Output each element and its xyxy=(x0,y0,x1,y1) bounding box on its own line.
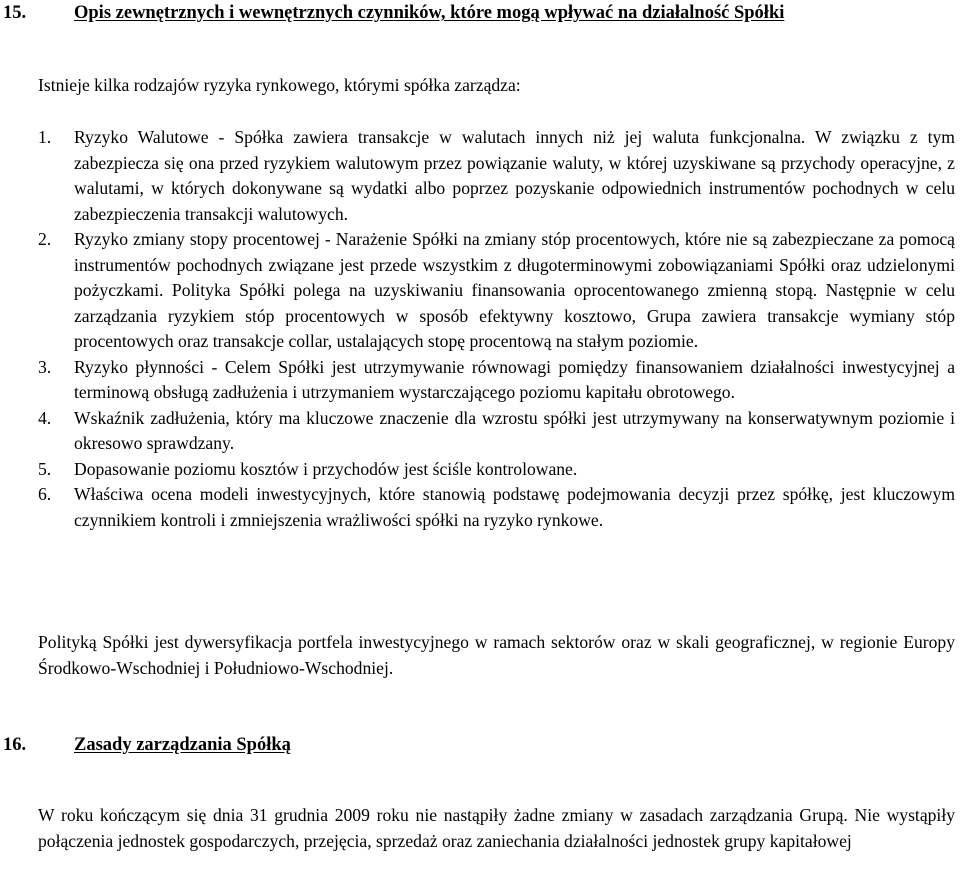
risk-item-marker: 5. xyxy=(38,458,52,479)
risk-item-marker: 2. xyxy=(38,229,52,249)
risk-item-interest-rate xyxy=(38,227,955,355)
market-risk-intro: Istnieje kilka rodzajów ryzyka rynkowego, którymi spółka zarządza: xyxy=(38,75,521,95)
risk-item-text: Dopasowanie poziomu kosztów i przychodów jest ściśle kontrolowane. xyxy=(74,458,578,479)
risk-item-debt-ratio xyxy=(38,406,955,457)
risk-item-text: Ryzyko zmiany stopy procentowej - Narażenie Spółki na zmiany stóp procentowych, które nie są zabezpieczane za pomocą instrumentów pochodnych związane jest przede wszystkim z długoterminowymi zobowiązaniami Spółki oraz udzielonymi pożyczkami. Polityka Spółki polega na uzyskiwaniu finansowania oprocentowanego zmienną stopą. Następnie w celu zarządzania ryzykiem stóp procentowych w sposób efektywny kosztowo, Grupa zawiera transakcje wymiany stóp procentowych oraz transakcje collar, ustalających stopę procentową na stałym poziomie. xyxy=(74,229,955,351)
risk-item-marker: 1. xyxy=(38,127,52,147)
risk-item-text: Wskaźnik zadłużenia, który ma kluczowe znaczenie dla wzrostu spółki jest utrzymywany na konserwatywnym poziomie i okresowo sprawdzany. xyxy=(74,407,955,453)
risk-item-marker: 4. xyxy=(38,407,52,428)
risk-item-text: Właściwa ocena modeli inwestycyjnych, które stanowią podstawę podejmowania decyzji przez spółkę, jest kluczowym czynnikiem kontroli i zmniejszenia wrażliwości spółki na ryzyko rynkowe. xyxy=(74,484,955,530)
diversification-policy: Polityką Spółki jest dywersyfikacja portfela inwestycyjnego w ramach sektorów oraz w skali geograficznej, w regionie Europy Środkowo-Wschodniej i Południowo-Wschodniej. xyxy=(38,632,955,678)
risk-item-text: Ryzyko Walutowe - Spółka zawiera transakcje w walutach innych niż jej waluta funkcjonalna. W związku z tym zabezpiecza się ona przed ryzykiem walutowym przez powiązanie waluty, w której uzyskiwane są przychody operacyjne, z walutami, w których dokonywane są wydatki albo poprzez pozyskanie odpowiednich instrumentów pochodnych w celu zabezpieczenia transakcji walutowych. xyxy=(74,127,955,224)
governance-statement: W roku kończącym się dnia 31 grudnia 2009 roku nie nastąpiły żadne zmiany w zasadach zarządzania Grupą. Nie wystąpiły połączenia jednostek gospodarczych, przejęcia, sprzedaż oraz zaniechania działalności jednostek grupy kapitałowej xyxy=(38,805,955,851)
section-15-title: Opis zewnętrznych i wewnętrznych czynników, które mogą wpływać na działalność Spółki xyxy=(74,3,785,23)
risk-item-cost-control xyxy=(38,457,955,483)
market-risk-list xyxy=(38,125,955,533)
section-16-number: 16. xyxy=(3,735,27,755)
section-15-number: 15. xyxy=(3,3,27,23)
risk-item-marker: 3. xyxy=(38,356,52,377)
section-16-title: Zasady zarządzania Spółką xyxy=(74,735,291,755)
risk-item-liquidity xyxy=(38,355,955,406)
risk-item-marker: 6. xyxy=(38,484,52,504)
risk-item-currency xyxy=(38,125,955,227)
risk-item-text: Ryzyko płynności - Celem Spółki jest utrzymywanie równowagi pomiędzy finansowaniem działalności inwestycyjnej a terminową obsługą zadłużenia i utrzymaniem wystarczającego poziomu kapitału obrotowego. xyxy=(74,356,955,402)
risk-item-investment-models xyxy=(38,482,955,533)
